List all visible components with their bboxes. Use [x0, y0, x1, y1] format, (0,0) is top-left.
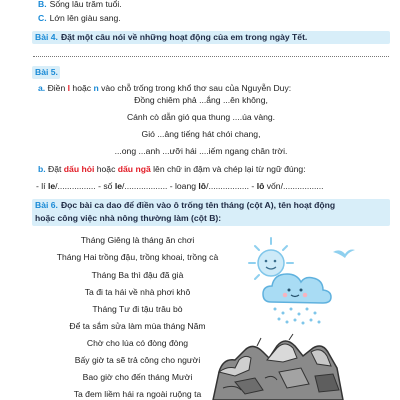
folk-poem-line: Bấy giờ ta sẽ trả công cho người — [74, 355, 201, 365]
folk-poem-line: Chờ cho lúa có đòng đòng — [86, 338, 189, 348]
option-letter: B. — [38, 0, 47, 9]
sub-letter: b. — [38, 164, 46, 174]
poem-line: Cánh cò dẫn gió qua thung ....úa vàng. — [126, 112, 276, 122]
rain-drops-icon — [274, 308, 321, 325]
sun-icon — [249, 238, 293, 279]
exercise-tag: Bài 6. — [35, 200, 58, 210]
bird-icon — [333, 250, 355, 259]
item-blank: /.................. — [121, 181, 168, 191]
exercise-tag: Bài 4. — [35, 32, 58, 42]
exercise-prompt: Đọc bài ca dao để điền vào ô trống tên tháng (cột A), tên hoạt động — [60, 200, 336, 210]
item-word: le — [114, 181, 122, 191]
exercise-prompt: Đặt một câu nói về những hoạt động của em trong ngày Tết. — [60, 32, 308, 42]
instruction-text: Điền — [47, 83, 66, 93]
option-b — [38, 0, 122, 10]
folk-poem-line: Ta đi ta hái về nhà phơi khô — [84, 287, 191, 297]
exercise-5b-items — [36, 181, 324, 192]
instruction-text: lên chữ in đậm và chép lại từ ngữ đúng: — [153, 164, 306, 174]
exercise-4-title — [35, 31, 307, 44]
instruction-text: hoặc — [96, 164, 116, 174]
item-word: le — [47, 181, 56, 191]
cloud-icon — [263, 274, 331, 303]
item-blank: vốn/................. — [264, 181, 324, 191]
mark-hoi: dấu hỏi — [63, 164, 95, 174]
item-blank: /................ — [55, 181, 96, 191]
fill-item — [249, 181, 324, 191]
poem-line: Đồng chiêm phả ...ắng ...ên không, — [134, 95, 268, 105]
instruction-text: vào chỗ trống trong khổ thơ sau của Nguyễn Duy: — [101, 83, 292, 93]
instruction-text: hoặc — [72, 83, 92, 93]
item-blank: /................. — [206, 181, 250, 191]
sub-letter: a. — [38, 83, 46, 93]
letter-l: l — [67, 83, 71, 93]
mountain-icon — [213, 334, 343, 400]
folk-poem-line: Tháng Hai trồng đậu, trồng khoai, trồng cà — [56, 252, 219, 262]
item-prefix: - số — [95, 181, 115, 191]
answer-line — [33, 56, 389, 57]
letter-n: n — [93, 83, 99, 93]
mark-nga: dấu ngã — [117, 164, 151, 174]
folk-poem-line: Tháng Ba thì đậu đã già — [91, 270, 184, 280]
fill-item — [96, 181, 168, 191]
folk-poem-line: Tháng Giêng là tháng ăn chơi — [80, 235, 195, 245]
folk-poem-line: Để ta sắm sửa làm mùa tháng Năm — [69, 321, 206, 331]
exercise-5-title — [35, 66, 61, 79]
exercise-6-title-cont: hoặc công việc nhà nông thường làm (cột B): — [35, 213, 222, 223]
item-prefix: - — [249, 181, 257, 191]
folk-poem-line: Bao giờ cho đến tháng Mười — [82, 372, 193, 382]
item-prefix: - loang — [167, 181, 199, 191]
option-text: Lớn lên giàu sang. — [49, 13, 121, 23]
sun-cloud-rain-illustration — [245, 236, 355, 326]
item-word: lô — [256, 181, 265, 191]
fill-item — [36, 181, 96, 191]
folk-poem-line: Tháng Tư đi tậu trâu bò — [92, 304, 183, 314]
exercise-6-title — [35, 199, 335, 212]
instruction-text: Đặt — [48, 164, 62, 174]
exercise-5b-instruction — [38, 164, 306, 175]
folk-poem-line: Ta đem liềm hái ra ngoài ruộng ta — [73, 389, 202, 399]
mountain-illustration — [205, 328, 350, 400]
poem-line: ...ong ...anh ...ưỡi hái ....iếm ngang chân trời. — [114, 146, 288, 156]
item-prefix: - lí — [36, 181, 48, 191]
exercise-5a-instruction — [38, 83, 291, 94]
option-text: Sống lâu trăm tuổi. — [49, 0, 122, 9]
exercise-tag: Bài 5. — [35, 67, 58, 77]
option-c — [38, 13, 121, 24]
fill-item — [167, 181, 249, 191]
poem-line: Gió ...ảng tiếng hát chói chang, — [141, 129, 261, 139]
item-word: lô — [198, 181, 207, 191]
option-letter: C. — [38, 13, 47, 23]
